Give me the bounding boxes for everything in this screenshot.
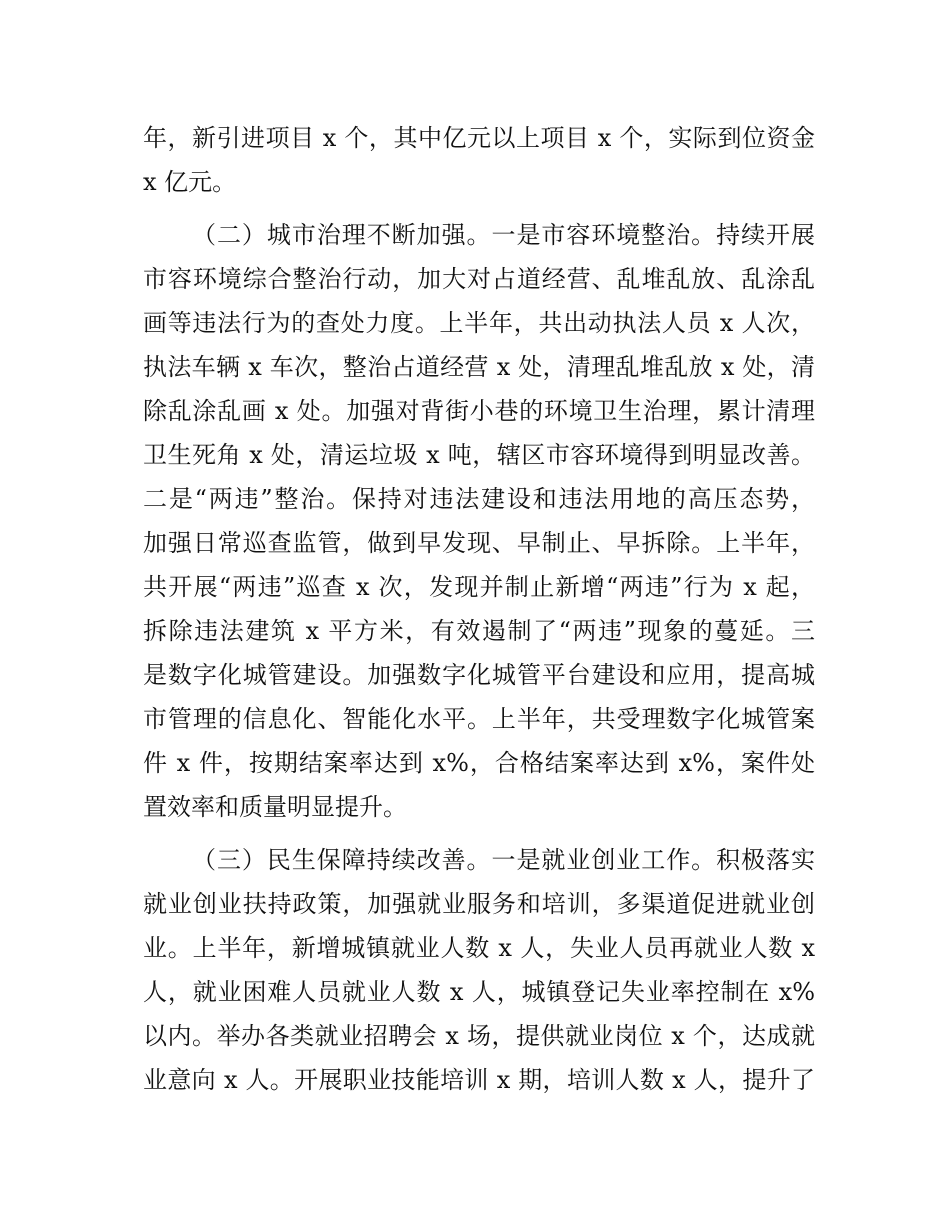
text-line: 画等违法行为的查处力度。上半年，共出动执法人员 x 人次，	[143, 309, 815, 337]
text-line: 共开展“两违”巡查 x 次，发现并制止新增“两违”行为 x 起，	[143, 573, 815, 601]
text-line: 除乱涂乱画 x 处。加强对背街小巷的环境卫生治理，累计清理	[143, 397, 815, 425]
text-line: 年，新引进项目 x 个，其中亿元以上项目 x 个，实际到位资金	[143, 124, 815, 152]
text-line: 件 x 件，按期结案率达到 x%，合格结案率达到 x%，案件处	[143, 749, 815, 777]
text-line: 二是“两违”整治。保持对违法建设和违法用地的高压态势，	[143, 485, 815, 513]
paragraph-heading-line: （三）民生保障持续改善。一是就业创业工作。积极落实	[192, 846, 815, 874]
text-line: x 亿元。	[143, 168, 237, 196]
text-line: 以内。举办各类就业招聘会 x 场，提供就业岗位 x 个，达成就	[143, 1022, 815, 1050]
text-line: 卫生死角 x 处，清运垃圾 x 吨，辖区市容环境得到明显改善。	[143, 441, 815, 469]
text-line: 业意向 x 人。开展职业技能培训 x 期，培训人数 x 人，提升了	[143, 1066, 815, 1094]
text-line: 市管理的信息化、智能化水平。上半年，共受理数字化城管案	[143, 705, 815, 733]
text-line: 执法车辆 x 车次，整治占道经营 x 处，清理乱堆乱放 x 处，清	[143, 353, 815, 381]
text-line: 人，就业困难人员就业人数 x 人，城镇登记失业率控制在 x%	[143, 978, 815, 1006]
text-line: 业。上半年，新增城镇就业人数 x 人，失业人员再就业人数 x	[143, 934, 815, 962]
text-line: 是数字化城管建设。加强数字化城管平台建设和应用，提高城	[143, 661, 815, 689]
text-line: 市容环境综合整治行动，加大对占道经营、乱堆乱放、乱涂乱	[143, 265, 815, 293]
text-line: 加强日常巡查监管，做到早发现、早制止、早拆除。上半年，	[143, 529, 815, 557]
paragraph-heading-line: （二）城市治理不断加强。一是市容环境整治。持续开展	[192, 221, 815, 249]
text-line: 拆除违法建筑 x 平方米，有效遏制了“两违”现象的蔓延。三	[143, 617, 815, 645]
text-line: 置效率和质量明显提升。	[143, 793, 407, 821]
text-line: 就业创业扶持政策，加强就业服务和培训，多渠道促进就业创	[143, 890, 815, 918]
